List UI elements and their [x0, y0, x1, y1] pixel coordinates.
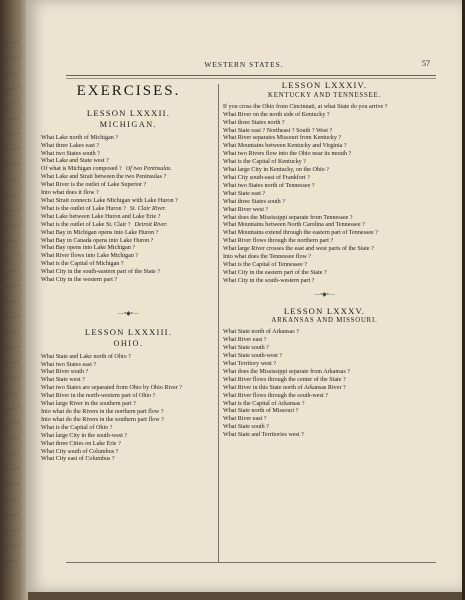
question-list	[41, 135, 216, 285]
question-item	[41, 269, 216, 277]
question-item	[223, 199, 426, 207]
question-item	[41, 441, 216, 449]
lesson-82	[41, 107, 216, 285]
lesson-number: LESSON LXXXV.	[283, 305, 366, 316]
question-item	[41, 261, 216, 269]
question-item	[223, 385, 426, 393]
question-text: What is the Capital of Arkansas ?	[223, 400, 305, 407]
question-list	[41, 354, 216, 465]
question-item	[223, 135, 426, 143]
question-text: What two Rivers flow into the Ohio near its mouth ?	[223, 151, 352, 158]
question-text: What three States south ?	[223, 198, 285, 205]
book-spine	[0, 0, 28, 600]
question-text: What City in the south-eastern part of the State ?	[41, 269, 160, 276]
exercises-title: EXERCISES.	[76, 83, 181, 99]
question-text: What large River crosses the east and west parts of the State ?	[223, 246, 374, 253]
question-text: What two States east ?	[41, 361, 97, 368]
lesson-85	[223, 305, 426, 441]
question-text: What large City in Kentucky, on the Ohio ?	[223, 167, 329, 174]
question-text: What River east ?	[223, 337, 267, 344]
question-item	[223, 432, 426, 440]
question-text: What City south-east of Frankfort ?	[223, 174, 310, 181]
question-item	[41, 198, 216, 206]
question-text: What Bay in Michigan opens into Lake Huron ?	[41, 229, 159, 236]
header-rule	[66, 75, 436, 76]
question-item	[223, 120, 426, 128]
question-item	[41, 433, 216, 441]
question-item	[41, 166, 216, 174]
question-text: What Lake and State west ?	[41, 158, 109, 165]
book-page	[26, 0, 462, 592]
question-item	[41, 354, 216, 362]
question-item	[41, 206, 216, 214]
right-column	[223, 82, 426, 440]
question-item	[223, 416, 426, 424]
question-item	[41, 277, 216, 285]
question-text: What State and Territories west ?	[223, 432, 304, 439]
question-text: What three Cities on Lake Erie ?	[41, 440, 121, 447]
question-item	[223, 104, 426, 112]
question-text: Into what does it flow ?	[41, 190, 99, 197]
bottom-rule	[66, 562, 436, 563]
question-text: What River flows through the center of the State ?	[223, 376, 346, 383]
question-text: Into what do the Rivers in the northern part flow ?	[41, 409, 164, 415]
question-item	[223, 408, 426, 416]
question-text: What Bay in Canada opens into Lake Huron ?	[41, 237, 154, 244]
question-text: What is the Capital of Kentucky ?	[223, 159, 306, 166]
lesson-number: LESSON LXXXIV.	[281, 80, 368, 90]
question-text: What Lake and Strait between the two Peninsulas ?	[41, 174, 167, 181]
left-column	[41, 83, 216, 464]
question-text: What does the Mississippi separate from Arkansas ?	[223, 368, 351, 375]
question-item	[41, 385, 216, 393]
question-text: What State south-west ?	[223, 353, 283, 360]
question-item	[223, 393, 426, 401]
question-text: What Mountains extend through the eastern part of Tennessee ?	[223, 230, 378, 237]
lesson-84	[223, 82, 426, 286]
question-item	[41, 151, 216, 159]
question-text: What City east of Columbus ?	[41, 456, 115, 463]
question-item	[41, 214, 216, 222]
question-text: What City south of Columbus ?	[41, 448, 119, 455]
question-text: What Lake between Lake Huron and Lake Erie ?	[41, 213, 161, 220]
lesson-subject: OHIO.	[113, 338, 144, 348]
question-text: What City in the south-western part ?	[223, 277, 315, 284]
question-text: Into what does the Tennessee flow ?	[223, 254, 312, 261]
question-text: What does the Mississippi separate from Tennessee ?	[223, 214, 353, 221]
question-text: What two States are separated from Ohio by Ohio River ?	[41, 385, 183, 392]
question-item	[223, 377, 426, 385]
question-item	[223, 246, 426, 254]
section-ornament: —•◆•—	[314, 291, 335, 298]
question-text: What River south ?	[41, 369, 89, 376]
question-text: What River west ?	[223, 206, 269, 213]
question-text: What is the outlet of Lake St. Clair ?	[41, 221, 131, 228]
question-item	[223, 337, 426, 345]
question-list	[223, 104, 426, 286]
question-item	[223, 278, 426, 286]
question-item	[41, 362, 216, 370]
question-item	[223, 159, 426, 167]
question-text: What large City in the south-west ?	[41, 432, 128, 439]
question-text: If you cross the Ohio from Cincinnati, at what State do you arrive ?	[223, 103, 388, 110]
question-text: What River in this State north of Arkansas River ?	[223, 384, 346, 391]
question-item	[223, 151, 426, 159]
lesson-number: LESSON LXXXII.	[86, 107, 171, 118]
question-text: What is the outlet of Lake Huron ?	[41, 205, 126, 212]
answer-text: Of two Peninsulas.	[125, 166, 172, 173]
header-rule-thin	[66, 78, 436, 79]
question-item	[41, 174, 216, 182]
lesson-subject: MICHIGAN.	[99, 119, 158, 129]
running-header	[26, 60, 462, 76]
question-item	[223, 238, 426, 246]
question-text: What two States south ?	[41, 150, 100, 157]
column-divider	[218, 84, 219, 562]
question-text: What River on the north side of Kentucky ?	[223, 111, 330, 118]
question-text: What River is the outlet of Lake Superior ?	[41, 182, 147, 189]
question-item	[41, 369, 216, 377]
question-item	[41, 401, 216, 409]
question-item	[41, 456, 216, 464]
question-text: What State south ?	[223, 345, 269, 352]
question-text: What City in the western part ?	[41, 277, 118, 284]
lesson-number: LESSON LXXXIII.	[84, 326, 173, 337]
question-text: What Mountains between North Carolina and Tennessee ?	[223, 222, 365, 229]
question-item	[223, 191, 426, 199]
question-text: What River east ?	[223, 416, 267, 423]
question-text: What large River in the southern part ?	[41, 401, 136, 408]
question-text: What State east ?	[223, 190, 266, 197]
question-text: What Bay opens into Lake Michigan ?	[41, 245, 136, 252]
question-item	[223, 424, 426, 432]
question-item	[41, 230, 216, 238]
question-item	[41, 425, 216, 433]
page-number: 57	[422, 59, 430, 68]
question-item	[41, 393, 216, 401]
question-item	[223, 112, 426, 120]
question-text: What City in the eastern part of the State ?	[223, 269, 327, 276]
answer-text: St. Clair River.	[129, 205, 167, 212]
question-item	[41, 182, 216, 190]
running-title: WESTERN STATES.	[204, 60, 284, 69]
question-list	[223, 329, 426, 440]
facing-page-map-edge	[2, 30, 21, 570]
question-item	[223, 207, 426, 215]
question-item	[223, 361, 426, 369]
question-text: What Lake north of Michigan ?	[41, 134, 118, 141]
question-item	[223, 270, 426, 278]
question-item	[41, 143, 216, 151]
lesson-83	[41, 326, 216, 465]
question-text: What State north of Arkansas ?	[223, 329, 299, 336]
question-item	[41, 190, 216, 198]
question-item	[223, 262, 426, 270]
question-text: What Territory west ?	[223, 361, 277, 367]
question-item	[223, 329, 426, 337]
question-text: What River flows through the south-west ?	[223, 392, 328, 399]
question-text: What State and Lake north of Ohio ?	[41, 353, 131, 360]
question-text: What River flows through the northern part ?	[223, 238, 334, 245]
question-text: What River flows into Lake Michigan ?	[41, 253, 139, 260]
answer-text: Detroit River.	[134, 221, 168, 228]
question-item	[223, 345, 426, 353]
question-text: What State east ? Northeast ? South ? West ?	[223, 127, 333, 134]
question-item	[41, 417, 216, 425]
question-item	[41, 135, 216, 143]
question-text: What is the Capital of Michigan ?	[41, 261, 124, 268]
question-text: Into what do the Rivers in the southern part flow ?	[41, 416, 164, 423]
question-text: Of what is Michigan composed ?	[41, 166, 122, 173]
lesson-subject: KENTUCKY AND TENNESSEE.	[268, 91, 381, 99]
question-item	[223, 175, 426, 183]
question-text: What State north of Missouri ?	[223, 408, 299, 415]
question-text: What is the Capital of Ohio ?	[41, 424, 113, 431]
lesson-subject: ARKANSAS AND MISSOURI.	[271, 317, 378, 325]
question-text: What Mountains between Kentucky and Virginia ?	[223, 143, 347, 150]
question-item	[223, 353, 426, 361]
question-item	[41, 409, 216, 417]
question-text: What River in the north-western part of Ohio ?	[41, 393, 156, 400]
question-item	[223, 369, 426, 377]
question-text: What River separates Missouri from Kentucky ?	[223, 135, 342, 142]
question-text: What three States north ?	[223, 119, 285, 126]
question-item	[41, 238, 216, 246]
question-text: What Strait connects Lake Michigan with Lake Huron ?	[41, 197, 178, 204]
question-text: What is the Capital of Tennessee ?	[223, 261, 308, 268]
question-item	[223, 215, 426, 223]
question-item	[223, 167, 426, 175]
question-item	[223, 254, 426, 262]
section-ornament: —•◆•—	[118, 310, 139, 317]
question-item	[223, 183, 426, 191]
question-text: What two States north of Tennessee ?	[223, 182, 315, 189]
question-text: What State south ?	[223, 424, 269, 431]
question-text: What State west ?	[41, 377, 85, 384]
question-text: What three Lakes east ?	[41, 142, 100, 149]
question-item	[41, 222, 216, 230]
